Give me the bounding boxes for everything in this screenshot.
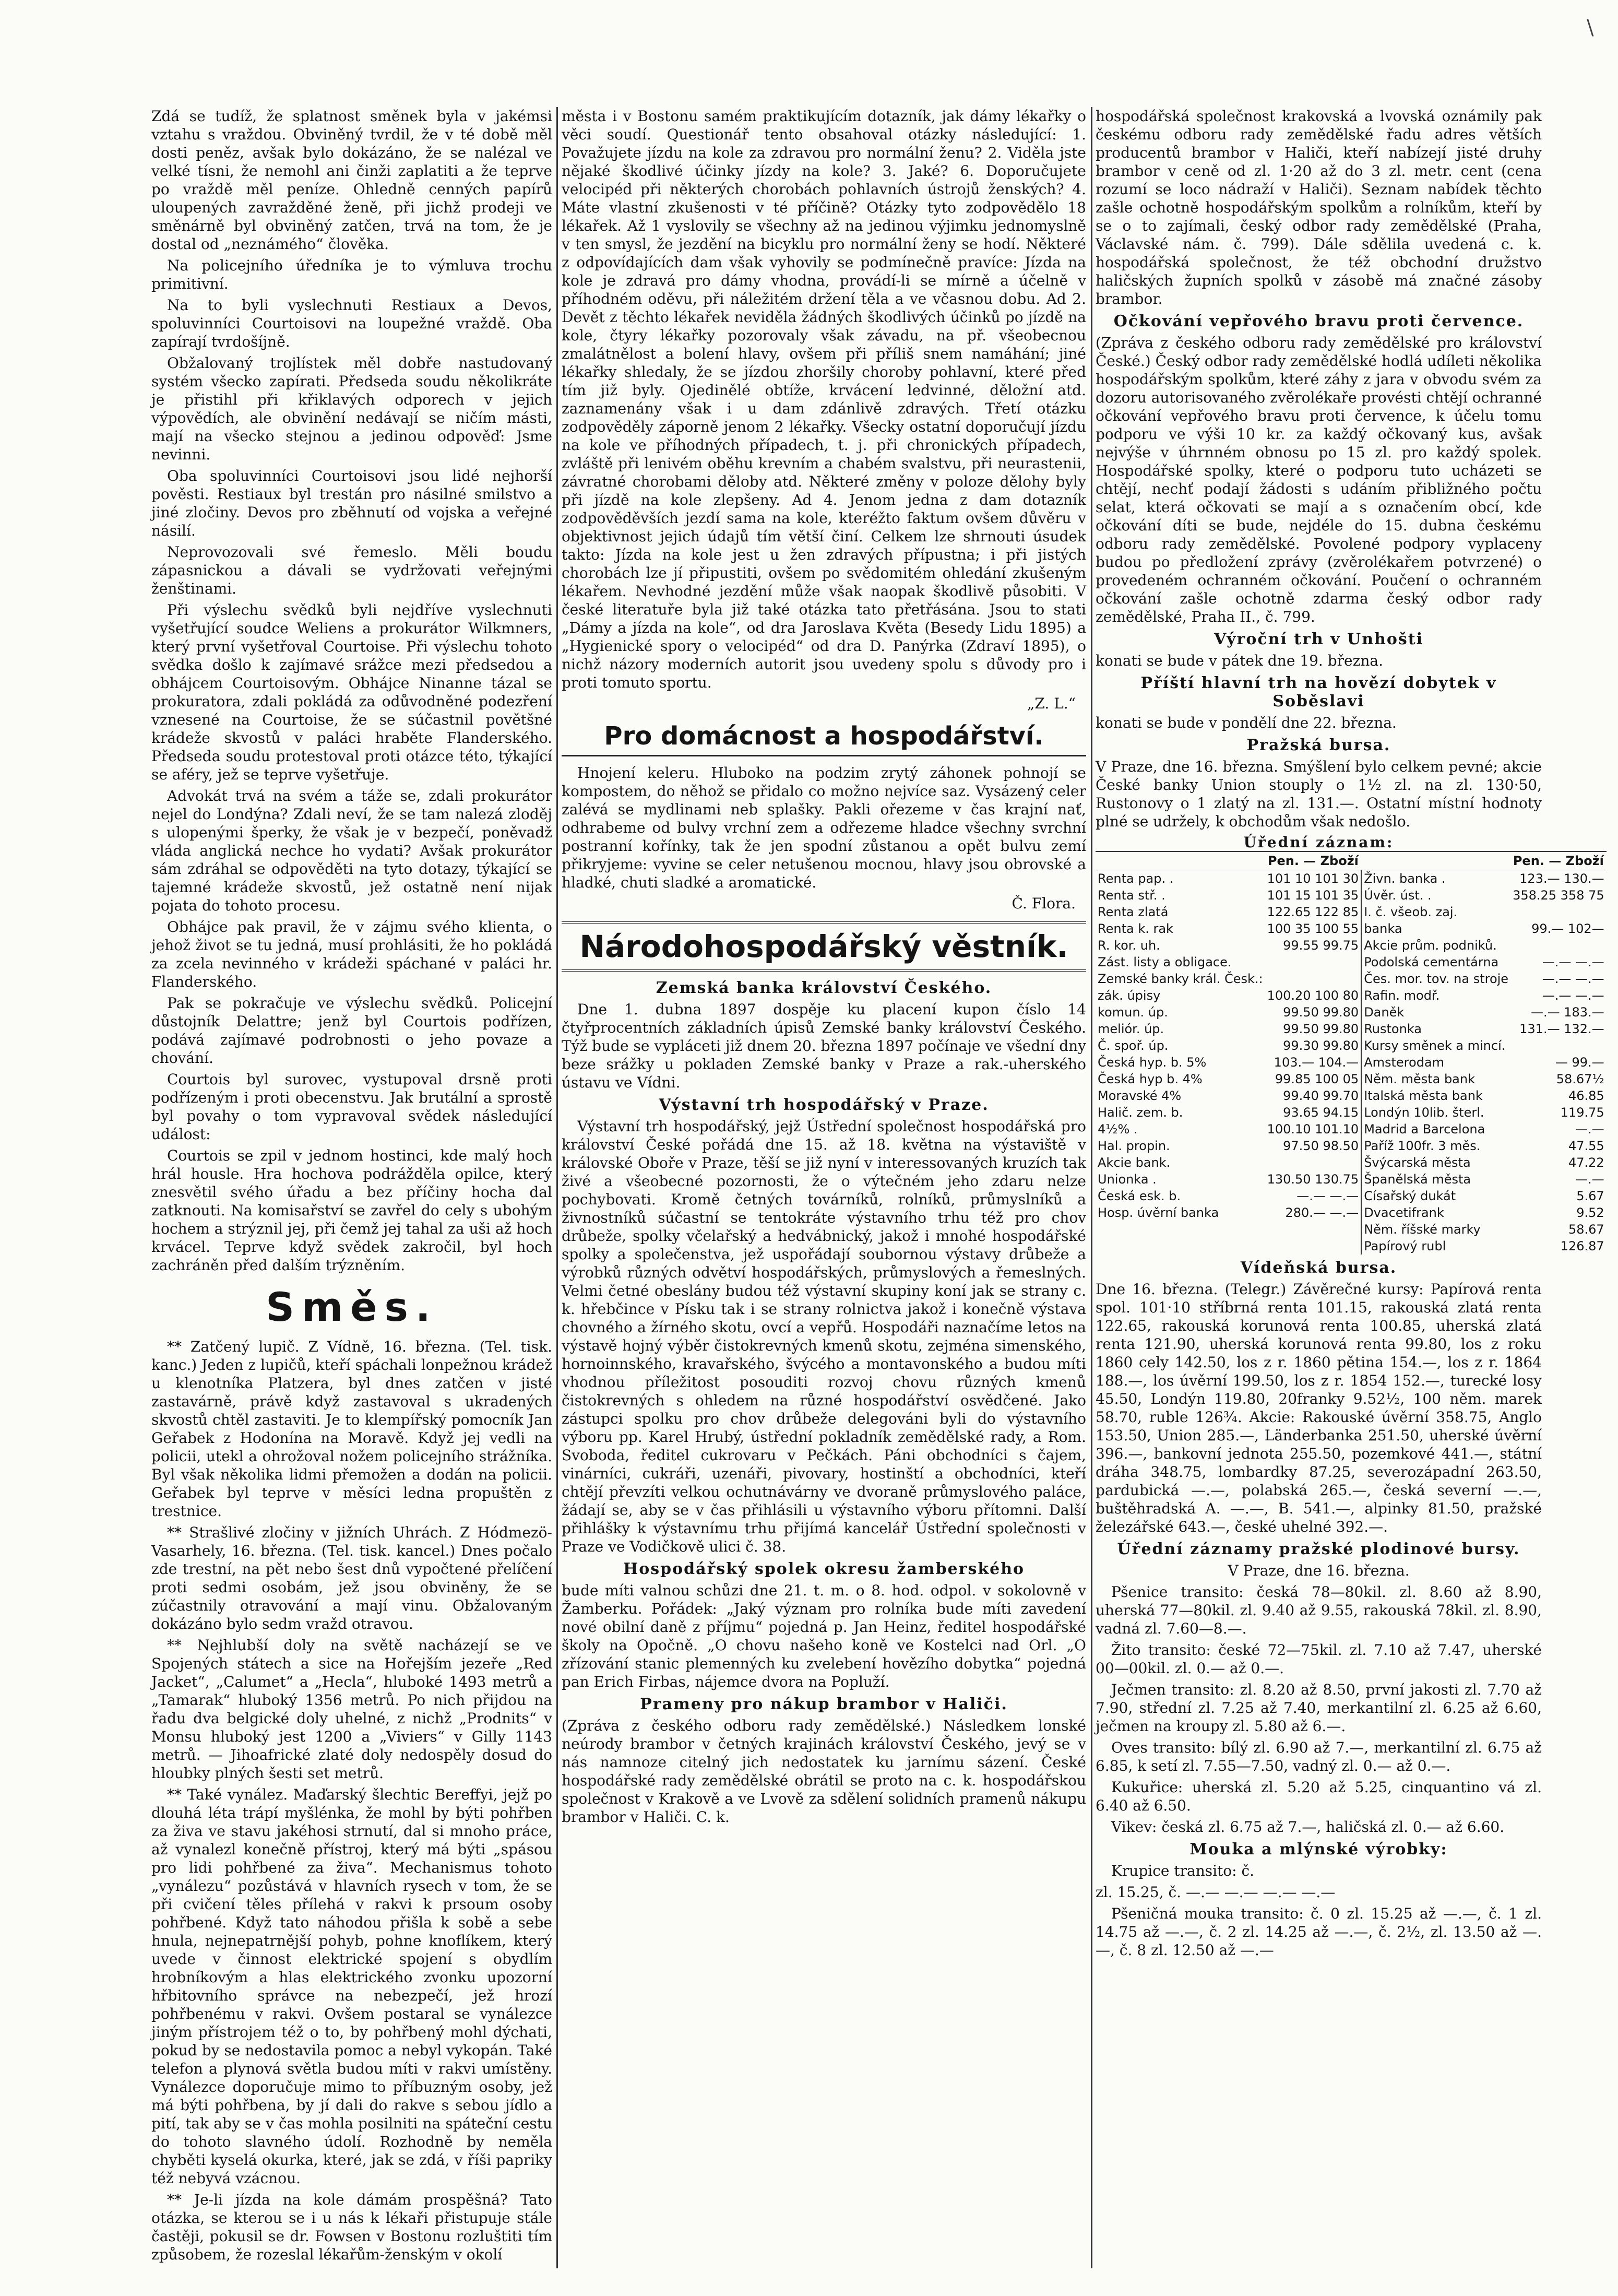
table-cell: 99.50 99.80 <box>1283 1005 1359 1020</box>
section-heading-smes: Směs. <box>266 1284 438 1330</box>
table-cell: Halič. zem. b. <box>1098 1105 1183 1120</box>
table-cell: 103.— 104.— <box>1274 1055 1359 1070</box>
table-cell: Paříž 100fr. 3 měs. <box>1361 1138 1510 1154</box>
table-row <box>1096 987 1607 1004</box>
table-cell: Španělská města <box>1361 1171 1510 1188</box>
subheading: Vídeňská bursa. <box>1240 1259 1397 1277</box>
table-cell <box>1096 1238 1265 1254</box>
table-row <box>1096 1087 1607 1104</box>
table-cell: Renta zlatá <box>1098 905 1169 919</box>
corner-mark: \ <box>1587 16 1594 40</box>
subheading: Prameny pro nákup brambor v Haliči. <box>640 1695 1008 1713</box>
paragraph: Žito transito: české 72—75kil. zl. 7.10 až 7.47, uherské 00—00kil. zl. 0.— až 0.—. <box>1096 1641 1542 1677</box>
table-cell: 122.65 122 85 <box>1267 905 1359 919</box>
paragraph: Pak se pokračuje ve výslechu svědků. Policejní důstojník Delattre; jenž byl Courtois podřízen, podává zajímavé podrobnosti o jeho povaze a chování. <box>151 995 552 1067</box>
table-cell: Č. spoř. úp. <box>1098 1038 1169 1053</box>
table-row <box>1096 1188 1607 1204</box>
news-item: ** Nejhlubší doly na světě nacházejí se ve Spojených státech a sice na Hořejším jezeře „Red Jacket“, „Calumet“ a „Hecla“, hluboké 1493 metrů a „Tamarak“ hluboký 1356 metrů. Po nich přijdou na řadu dva belgické doly uhelné, z nichž „Prodnits“ v Monsu hluboký jest 1200 a „Viviers“ v Gilly 1143 metrů. — Jihoafrické zlaté doly nedospěly dosud do hloubky plných šesti set metrů. <box>151 1637 552 1782</box>
table-cell: Něm. města bank <box>1361 1071 1510 1087</box>
table-cell: R. kor. uh. <box>1098 938 1160 953</box>
table-cell: Dvacetifrank <box>1361 1204 1510 1221</box>
table-row <box>1096 887 1607 904</box>
section-heading-narodohospodarsky: Národohospodářský věstník. <box>562 921 1086 972</box>
table-cell: 358.25 358 75 <box>1513 888 1604 903</box>
paragraph: V Praze, dne 16. března. Smýšlení bylo celkem pevné; akcie České banky Union stouply o 1½ zl. na zl. 130·50, Rustonovy o 1 zlatý na zl. 131.—. Ostatní místní hodnoty plné se udržely, k obchodům však nedošlo. <box>1096 758 1542 830</box>
news-item: ** Je-li jízda na kole dámám prospěšná? Tato otázka, se kterou se i u nás k lékaři přistupuje stále častěji, pokusil se dr. Fowsen v Bostonu rozluštiti tím způsobem, že rozeslal lékařům-ženským v okolí <box>151 2191 552 2263</box>
subheading: Výroční trh v Unhošti <box>1214 630 1423 648</box>
paragraph: zl. 15.25, č. —.— —.— —.— —.— <box>1096 1884 1336 1901</box>
table-cell <box>1265 954 1362 971</box>
table-cell: Zemské banky král. Česk.: <box>1098 972 1263 986</box>
table-cell: Moravské 4% <box>1098 1088 1182 1103</box>
news-item: ** Strašlivé zločiny v jižních Uhrách. Z Hódmezö-Vasarhely, 16. března. (Tel. tisk. kancel.) Dnes počalo zde trestní, na pět nebo šest dnů vypočtené přelíčení proti sedmi osobám, jež jsou obviněny, že se zúčastnily otravování a mají vinu. Obžalovaným dokázáno bylo sedm vražd otravou. <box>151 1524 552 1632</box>
table-cell <box>1265 1238 1362 1254</box>
table-header-row <box>1096 851 1607 870</box>
author-signature: „Z. L.“ <box>1027 695 1076 712</box>
table-cell: Renta k. rak <box>1098 921 1173 936</box>
table-cell: Česká hyp. b. 5% <box>1098 1055 1207 1070</box>
paragraph: města i v Bostonu samém praktikujícím dotazník, jak dámy lékařky o věci soudí. Questionář tento obsahoval otázky následující: 1. Považujete jízdu na kole za zdravou pro normální ženu? 2. Viděla jste nějaké škodlivé účinky jízdy na kole? 3. Jaké? 6. Doporučujete velocipéd při některých chorobách pohlavních ústrojů ženských? 4. Máte vlastní zkušenosti v té příčině? Otázky tyto zodpovědělo 18 lékařek. Až 1 vyslovily se všechny až na jedinou výjimku jednomyslně v ten smysl, že jezdění na bicyklu pro normální ženy se hodí. Některé z odpovídajících dam však vyhovily se podmínečně pravíce: Jízda na kole je zdravá pro dámy vhodna, provádí-li se mírně a účelně v příhodném oděvu, při náležitém držení těla a ve včasnou dobu. Ad 2. Devět z těchto lékařek neviděla žádných škodlivých účinků po jízdě na kole, čtyry lékařky pozorovaly však závadu, na př. všeobecnou zmalátnělost a bolení hlavy, ovšem při příliš snem namáhání; jiné lékařky shledaly, že se jízdou zhoršily choroby pohlavní, které před tím již byly. Ojedinělé obtíže, krvácení ledvinné, děložní atd. zaznamenány však i u dam zdánlivě zdravých. Třetí otázku zodpověděly záporně jenom 2 lékařky. Všecky ostatní doporučují jízdu na kole ve příhodných případech, t. j. při chronických případech, zvláště při lenivém oběhu krevním a chabém svalstvu, při neurastenii, závratné chorobami děloby atd. Některé změny v poloze dělohy byly při jízdě na kole zlepšeny. Ad 4. Jenom jedna z dam dotazník zodpověděvších jezdí sama na kole, kteréžto faktum ovšem důvěru v objektivnost jejich údajů tím větší činí. Celkem lze shrnouti úsudek takto: Jízda na kole jest u žen zdravých přípustna; i při jistých chorobách lze jí připustiti, ovšem po svědomitém ohledání zkušeným lékařem. Nevhodné jezdění může však naopak škodlivě působiti. V české literatuře byla již také otázka tato přetřásána. Jsou to stati „Dámy a jízda na kole“, od dra Jaroslava Květa (Besedy Lidu 1895) a „Hygienické spory o velocipéd“ od dra D. Panýrka (Zdraví 1895), o nichž názory moderních autorit jsou uvedeny spolu s důvody pro i proti tomuto sportu. <box>562 108 1086 691</box>
paragraph: Hnojení keleru. Hluboko na podzim zrytý záhonek pohnojí se kompostem, do něhož se přidalo co možno nejvíce saz. Vysázený celer zalévá se mydlinami neb splašky. Pakli ořezeme v čas krajní nať, odhrabeme od bulvy vrchní zem a odřezeme hladce všechny svrchní postranní kořínky, tak že jen spodní zůstanou a opět bulvu zemí přikryjeme: vyvine se celer netušenou mocnou, hlavy jsou obrovské a hladké, chuti sladké a aromatické. <box>562 764 1086 891</box>
table-row <box>1096 904 1607 920</box>
table-cell: Rustonka <box>1361 1021 1510 1037</box>
table-cell: Císařský dukát <box>1361 1188 1510 1204</box>
table-cell: Renta pap. . <box>1098 871 1174 886</box>
table-cell: 99.40 99.70 <box>1283 1088 1359 1103</box>
paragraph: Advokát trvá na svém a táže se, zdali prokurátor nejel do Londýna? Zdali neví, že se tam nalezá zloděj s ulopenými šperky, že však je v bezpečí, poněvadž vláda anglická nechce ho vydati? Avšak prokurátor sám zdráhal se odpověděti na tyto dotazy, týkající se tajemné krádeže skvostů, jež ostatně není nijak pojata do tohoto procesu. <box>151 787 552 914</box>
table-cell: Švýcarská města <box>1361 1154 1510 1171</box>
subheading: Příští hlavní trh na hovězí dobytek v Soběslavi <box>1140 674 1497 711</box>
table-cell: 101 10 101 30 <box>1267 871 1359 886</box>
table-cell <box>1510 904 1607 920</box>
table-cell: —.— 183.— <box>1530 1005 1604 1020</box>
table-cell <box>1265 1154 1362 1171</box>
table-header-cell <box>1361 851 1510 870</box>
table-cell: 4½% . <box>1098 1122 1138 1137</box>
table-cell: Úvěr. úst. . <box>1361 887 1510 904</box>
table-row <box>1096 937 1607 954</box>
table-row <box>1096 1221 1607 1238</box>
column-rule <box>556 107 558 2268</box>
table-cell: 9.52 <box>1576 1205 1604 1220</box>
table-row <box>1096 954 1607 971</box>
table-cell: Akcie bank. <box>1098 1155 1171 1170</box>
subheading: Výstavní trh hospodářský v Praze. <box>659 1096 989 1114</box>
table-cell: Česká hyp b. 4% <box>1098 1072 1203 1086</box>
table-cell: Hosp. úvěrní banka <box>1098 1205 1219 1220</box>
table-cell: 280.— —.— <box>1285 1205 1359 1220</box>
column-rule <box>1091 107 1092 2268</box>
table-cell: Hal. propin. <box>1098 1139 1170 1153</box>
table-row <box>1096 1138 1607 1154</box>
news-item: ** Také vynález. Maďarský šlechtic Bereffyi, jejž po dlouhá léta trápí myšlénka, že mohl by býti pohřben za živa ve stavu jakéhosi strnutí, dal si mnoho práce, až vynalezl konečně přístroj, který má býti „spásou pro lidi pohřbené za živa“. Mechanismus tohoto „vynálezu“ pozůstává v hlavních rysech v tom, že se při cvičení těles přílehá v rakvi k prsoum osoby pohřbené. Když tato náhodou přišla k sobě a sebe hnula, nejnepatrnější pohyb, pohne knoflíkem, který uvede v činnost elektrické spojení s obydlím hrobníkovým a hlas elektrického zvonku upozorní hřbitovního správce na nebezpečí, jež hrozí pohřbenému v rakvi. Ovšem postaral se vynálezce jiným přístrojem též o to, by pohřbený mohl dýchati, pokud by se nedostavila pomoc a nebyl vykopán. Také telefon a plynová světla budou míti v rakvi umístěny. Vynálezce doporučuje mimo to příbuzným osoby, jež má býti pohřbena, by jí dali do rakve s sebou jídlo a pití, tak aby se v čas mohla posilniti na spáteční cestu do tohoto slavného údolí. Rozhodně by neměla chyběti kyselá okurka, které, jak se zdá, v říši papriky též nebyvá vzácnou. <box>151 1786 552 2187</box>
table-cell: 101 15 101 35 <box>1267 888 1359 903</box>
section-heading-domacnost: Pro domácnost a hospodářství. <box>562 721 1086 756</box>
table-cell: I. č. všeob. zaj. <box>1361 904 1510 920</box>
table-cell: Česká esk. b. <box>1098 1189 1181 1203</box>
paragraph: Výstavní trh hospodářský, jejž Ústřední společnost hospodářská pro království České pořádá dne 15. až 18. května na výstaviště v královské Oboře v Praze, těší se již nyní v interessovaných kruzích tak živé a všeobecné pozornosti, že o výtečném jeho zdaru nelze pochybovati. Kromě četných továrníků, rolníků, průmyslníků a živnostníků súčastní se tentokráte výstavního trhu též pro chov drůbeže, spolky včelařský a hedvábnický, jakož i mnohé hospodářské spolky a společenstva, jež uspořádají soubornou výstavy drůbeže a výrobků různých odvětví hospodářských, průmyslových a řemeslných. Velmi četné obeslány budou též výstavní skupiny koní jak se strany c. k. hřebčince v Písku tak i se strany rolnictva jakož i konečně výstava chovného a žírného skotu, ovcí a vepřů. Hospodáři naznačíme letos na výstavě hojný výběr čistokrevných kmenů skotu, zejména simenského, hornoinnského, kravařského, švýcého a montavonského a budou míti vhodnou příležitost posouditi rozvoj chovu různých kmenů čistokrevných s ohledem na různé hospodářství osvědčené. Jako zástupci spolku pro chov drůbeže delegováni byli do výstavního výboru pp. Karel Hrubý, ústřední pokladník zemědělské rady, a Rom. Svoboda, ředitel cukrovaru v Pečkách. Páni obchodníci s čajem, vinárníci, cukráři, uzenáři, pivovary, hostinští a obchodníci, kteří chtějí převzíti velkou ochutnávárny ve dvoraně průmyslového paláce, žádají se, aby se v čas přihlásili u výstavního výboru přítomni. Další přihlášky k výstavnímu trhu přijímá kancelář Ústřední společnosti v Praze ve Vodičkově ulici č. 38. <box>562 1118 1086 1555</box>
table-cell: 47.55 <box>1568 1139 1604 1153</box>
table-cell: 100.10 101.10 <box>1267 1122 1359 1137</box>
table-cell: 97.50 98.50 <box>1283 1139 1359 1153</box>
table-cell: —.— —.— <box>1542 988 1604 1003</box>
subheading: Hospodářský spolek okresu žamberského <box>623 1560 1025 1578</box>
table-cell: 130.50 130.75 <box>1267 1172 1359 1187</box>
paragraph: Oba spoluvinníci Courtoisovi jsou lidé nejhorší pověsti. Restiaux byl trestán pro násilné smilstvo a jiné zločiny. Devos pro zběhnutí od vojska a veřejné násilí. <box>151 467 552 539</box>
column-1 <box>151 107 552 2268</box>
table-row <box>1096 1037 1607 1054</box>
subheading: Zemská banka království Českého. <box>656 979 992 997</box>
table-cell: 123.— 130.— <box>1519 871 1604 886</box>
table-cell: 131.— 132.— <box>1519 1022 1604 1036</box>
table-cell: Zást. listy a obligace. <box>1098 955 1232 969</box>
table-cell: 5.67 <box>1576 1189 1604 1203</box>
paragraph: Courtois byl surovec, vystupoval drsně proti podřízeným i proti obecenstvu. Jak brutální a sprostě byl povahy o tom vypravoval svědek následující událost: <box>151 1071 552 1143</box>
paragraph: V Praze, dne 16. března. <box>1228 1562 1410 1579</box>
paragraph: (Zpráva z českého odboru rady zemědělské pro království České.) Český odbor rady zemědělské hodlá udíleti několika hospodářským spolkům, které záhy z jara v obvodu svém za dozoru autorisovaného zvěrolékaře provésti chtějí ochranné očkování vepřového bravu proti července, k účelu tomu podporu ve výši 10 kr. za každý očkovaný kus, avšak nejvýše v úhrnném obnosu po 15 zl. pro každý spolek. Hospodářské spolky, které o podporu tuto ucházeti se chtějí, nechť podají žádosti s udáním přibližného počtu selat, která očkovati se mají a s označením obcí, kde očkování díti se bude, nejdéle do 15. dubna českému odboru rady zemědělské. Povolené podpory vyplaceny budou po předložení zprávy (zvěrolékařem potvrzené) o provedeném ochranném očkování. Poučení o ochranném očkování zašle ochotně zdarma český odbor rady zemědělské, Praha II., č. 799. <box>1096 334 1542 625</box>
table-cell: banka <box>1361 920 1510 937</box>
paragraph: Obžalovaný trojlístek měl dobře nastudovaný systém všecko zapírati. Předseda soudu několikráte je přistihl při křiklavých odporech v jejich výpovědích, ale obvinění nedávají se ničím másti, mají na všecko stejnou a jedinou odpověď: Jsme nevinni. <box>151 354 552 463</box>
table-cell <box>1510 1037 1607 1054</box>
table-cell: Renta stř. . <box>1098 888 1165 903</box>
paragraph: hospodářská společnost krakovská a lvovská oznámily pak českému odboru rady zemědělské řadu adres větších producentů brambor v Haliči, kteří nabízejí jisté druhy brambor v ceně od zl. 1·20 až do 3 zl. metr. cent (cena rozumí se loco nádraží v Haliči). Seznam nabídek těchto zašle ochotně hospodářským spolkům a rolníkům, kteří by se o to zajímali, český odbor rady zemědělské (Praha, Václavské nám. č. 799). Dále sdělila uvedená c. k. hospodářská společnost, že též obchodní družstvo haličských župních spolků v zásobě má značné zásoby brambor. <box>1096 108 1542 307</box>
table-cell: —.— <box>1575 1172 1604 1187</box>
table-cell: —.— —.— <box>1542 972 1604 986</box>
table-row <box>1096 1071 1607 1087</box>
paragraph: Pšenice transito: česká 78—80kil. zl. 8.60 až 8.90, uherská 77—80kil. zl. 9.40 až 9.55, rakouská 78kil. zl. 8.90, vadná zl. 7.60—8.—. <box>1096 1583 1542 1637</box>
table-cell: Amsterodam <box>1361 1054 1510 1071</box>
table-cell: Unionka . <box>1098 1172 1157 1187</box>
paragraph: Ječmen transito: zl. 8.20 až 8.50, první jakosti zl. 7.70 až 7.90, střední zl. 7.25 až 7.40, merkantilní zl. 6.25 až 6.60, ječmen na kroupy zl. 5.80 až 6.—. <box>1096 1681 1542 1735</box>
table-row <box>1096 870 1607 887</box>
table-header-cell: Pen. — Zboží <box>1510 851 1607 870</box>
table-title: Úřední záznam: <box>1243 834 1394 851</box>
table-cell: Podolská cementárna <box>1361 954 1510 971</box>
table-cell: 99.— 102— <box>1531 921 1604 936</box>
table-cell: —.— <box>1575 1122 1604 1137</box>
paragraph: (Zpráva z českého odboru rady zemědělské.) Následkem lonské neúrody brambor v četných krajinách království Českého, jevý se v nás namnoze citelný jich nedostatek ku jarnímu sázení. České hospodářské rady zemědělské obrátil se proto na c. k. hospodářskou společnost v Krakově a ve Lvově za sdělení solidních pramenů nákupu brambor v Haliči. C. k. <box>562 1717 1086 1826</box>
table-row <box>1096 920 1607 937</box>
table-row <box>1096 1121 1607 1138</box>
exchange-table <box>1096 851 1607 1254</box>
column-3 <box>1096 107 1604 2268</box>
table-cell <box>1265 1221 1362 1238</box>
table-cell: 46.85 <box>1568 1088 1604 1103</box>
table-cell: Čes. mor. tov. na stroje <box>1361 971 1510 987</box>
table-cell: Daněk <box>1361 1004 1510 1021</box>
table-cell: komun. úp. <box>1098 1005 1168 1020</box>
table-cell: —.— —.— <box>1542 955 1604 969</box>
paragraph: konati se bude v pondělí dne 22. března. <box>1096 714 1397 731</box>
table-cell: Papírový rubl <box>1361 1238 1510 1254</box>
table-cell: Něm. říšské marky <box>1361 1221 1510 1238</box>
paragraph: Oves transito: bílý zl. 6.90 až 7.—, merkantilní zl. 6.75 až 6.85, k setí zl. 7.55—7.50, vadný zl. 0.— až 0.—. <box>1096 1739 1542 1774</box>
table-header-cell <box>1096 851 1265 870</box>
table-cell: Italská města bank <box>1361 1087 1510 1104</box>
table-cell: 99.85 100 05 <box>1275 1072 1359 1086</box>
table-row <box>1096 971 1607 987</box>
paragraph: konati se bude v pátek dne 19. března. <box>1096 652 1383 669</box>
table-cell: 93.65 94.15 <box>1283 1105 1359 1120</box>
paragraph: Pšeničná mouka transito: č. 0 zl. 15.25 až —.—, č. 1 zl. 14.75 až —.—, č. 2 zl. 14.25 až —.—, č. 2½, zl. 13.50 až —.—, č. 8 zl. 12.50 až —.— <box>1096 1905 1542 1959</box>
table-row <box>1096 1171 1607 1188</box>
table-cell <box>1096 1221 1265 1238</box>
paragraph: Krupice transito: č. <box>1111 1862 1255 1879</box>
table-cell <box>1510 937 1607 954</box>
paragraph: Na policejního úředníka je to výmluva trochu primitivní. <box>151 257 552 292</box>
paragraph: Při výslechu svědků byli nejdříve vyslechnuti vyšetřující soudce Weliens a prokurátor Wilkmners, který první vyšetřoval Courtoise. Při výslechu tohoto svědka došlo k zajímavé srážce mezi předsedou a obhájcem Courtoisovým. Obhájce Ninanne tázal se prokuratora, zdali pokládá za odůvodněné podezření vznesené na Courtoise, že se súčastnil povětšné krádeže skvostů v paláci hraběte Flanderského. Předseda soudu protestoval proti otázce této, týkající se aféry, jež se teprve vyšetřuje. <box>151 601 552 783</box>
subheading: Úřední záznamy pražské plodinové bursy. <box>1117 1540 1520 1558</box>
table-cell: Madrid a Barcelona <box>1361 1121 1510 1138</box>
paragraph: Neprovozovali své řemeslo. Měli boudu zápasnickou a dávali se vydržovati veřejnými ženštinami. <box>151 543 552 597</box>
table-cell: 99.55 99.75 <box>1283 938 1359 953</box>
table-row <box>1096 1238 1607 1254</box>
table-cell: 126.87 <box>1560 1239 1604 1253</box>
table-cell <box>1265 971 1362 987</box>
column-2 <box>562 107 1086 2268</box>
author-signature: Č. Flora. <box>1012 895 1076 912</box>
table-cell: 119.75 <box>1560 1105 1604 1120</box>
paragraph: Courtois se zpil v jednom hostinci, kde malý hoch hrál housle. Hra hochova podrážděla opilce, který znesvětil svého úřadu a bez příčiny hocha dal zatknouti. Na komisařství se zavřel do cely s ubohým hochem a strýznil jej, při čemž jej tahal za uši až hoch krvácel. Teprve když svědek zakročil, byl hoch zachráněn před dalším trýzněním. <box>151 1147 552 1274</box>
table-row <box>1096 1204 1607 1221</box>
table-row <box>1096 1021 1607 1037</box>
table-cell: — 99.— <box>1555 1055 1604 1070</box>
paragraph: Kukuřice: uherská zl. 5.20 až 5.25, cinquantino vá zl. 6.40 až 6.50. <box>1096 1779 1542 1814</box>
paragraph: Zdá se tudíž, že splatnost směnek byla v jakémsi vztahu s vraždou. Obviněný tvrdil, že v té době měl dosti peněz, avšak bylo dokázáno, že se nalézal ve velké tísni, že nemohl ani činži zaplatiti a že teprve po vraždě měl peníze. Ohledně cenných papírů uloupených zavražděné ženě, při jichž prodeji ve směnárně byl obviněný zatčen, trvá na tom, že je dostal od „neznámého“ člověka. <box>151 108 552 253</box>
table-cell: Rafin. modř. <box>1361 987 1510 1004</box>
paragraph: bude míti valnou schůzi dne 21. t. m. o 8. hod. odpol. v sokolovně v Žamberku. Pořádek: „Jaký význam pro rolníka bude míti zavedení nové obilní daně z příjmu“ pojedná p. Jan Heinz, ředitel hospodářské školy na Opočně. „O chovu našeho koně ve Kostelci nad Orl. „O zřízování stanic plemenných ku zvelebení hovězího dobytka“ pojedná pan Erich Firbas, nájemce dvora na Popluží. <box>562 1582 1086 1690</box>
table-cell: meliór. úp. <box>1098 1022 1164 1036</box>
table-row <box>1096 1154 1607 1171</box>
table-row <box>1096 1104 1607 1121</box>
table-row <box>1096 1004 1607 1021</box>
table-cell: Kursy směnek a mincí. <box>1361 1037 1510 1054</box>
subheading: Očkování vepřového bravu proti července. <box>1113 312 1524 330</box>
paragraph: Na to byli vyslechnuti Restiaux a Devos, spoluvinníci Courtoisovi na loupežné vraždě. Oba zapírají tvrdošíjně. <box>151 297 552 350</box>
paragraph: Dne 16. března. (Telegr.) Závěrečné kursy: Papírová renta spol. 101·10 stříbrná renta 101.15, rakouská zlatá renta 122.65, rakouská korunová renta 100.85, uherská zlatá renta 121.90, uherská korunová renta 99.80, los z roku 1860 cely 142.50, los z r. 1860 pětina 154.—, los z r. 1864 188.—, los úvěrní 199.50, los z r. 1854 152.—, turecké losy 45.50, Londýn 119.80, 20franky 9.52½, 100 něm. marek 58.70, ruble 126¾. Akcie: Rakouské úvěrní 358.75, Anglo 153.50, Union 285.—, Länderbanka 251.50, uherské úvěrní 396.—, bankovní jednota 255.50, pozemkové 441.—, státní dráha 348.75, lombardky 87.25, severozápadní 263.50, pardubická —.—, polabská 265.—, česká severní —.—, buštěhradská A. —.—, B. 541.—, alpinky 81.50, pražské železářské 643.—, české uhelné 392.—. <box>1096 1281 1542 1535</box>
table-cell: 99.30 99.80 <box>1283 1038 1359 1053</box>
paragraph: Dne 1. dubna 1897 dospěje ku placení kupon číslo 14 čtyřprocentních základních úpisů Zemské banky království Českého. Týž bude se vypláceti již dnem 20. března 1897 počínaje ve všední dny beze srážky u pokladen Zemské banky v Praze a rak.-uherského ústavu ve Vídni. <box>562 1001 1086 1091</box>
table-cell: 58.67 <box>1568 1222 1604 1237</box>
table-cell: 99.50 99.80 <box>1283 1022 1359 1036</box>
table-cell: Akcie prům. podniků. <box>1361 937 1510 954</box>
table-cell: zák. úpisy <box>1098 988 1161 1003</box>
table-cell: 100 35 100 55 <box>1267 921 1359 936</box>
paragraph: Obhájce pak pravil, že v zájmu svého klienta, o jehož život se tu jedná, musí prohlásiti, že ho pokládá za zcela nevinného v krádeži spáchané v paláci hr. Flanderského. <box>151 918 552 990</box>
table-row <box>1096 1054 1607 1071</box>
table-header-cell: Pen. — Zboží <box>1265 851 1362 870</box>
paragraph: Vikev: česká zl. 6.75 až 7.—, haličská zl. 0.— až 6.60. <box>1111 1818 1505 1836</box>
table-cell: Londýn 10lib. šterl. <box>1361 1104 1510 1121</box>
table-body <box>1096 870 1607 1255</box>
table-cell: 100.20 100 80 <box>1267 988 1359 1003</box>
subheading: Mouka a mlýnské výrobky: <box>1189 1840 1448 1859</box>
table-cell: —.— —.— <box>1296 1189 1359 1203</box>
table-cell: 47.22 <box>1568 1155 1604 1170</box>
table-cell: Živn. banka . <box>1361 870 1510 887</box>
news-item: ** Zatčený lupič. Z Vídně, 16. března. (Tel. tisk. kanc.) Jeden z lupičů, kteří spáchali lonpežnou krádež u klenotníka Platzera, byl dnes zatčen v jisté zastavárně, právě když zastavoval s ukradených skvostů chtěl zastaviti. Je to klempířský pomocník Jan Geřabek z Hodonína na Moravě. Když jej vedli na policii, utekl a ohrožoval nožem policejního strážníka. Byl však několika lidmi přemožen a dodán na policii. Geřabek byl teprve v měsíci ledna propuštěn z trestnice. <box>151 1338 552 1520</box>
table-cell: 58.67½ <box>1556 1072 1604 1086</box>
subheading: Pražská bursa. <box>1246 736 1391 754</box>
